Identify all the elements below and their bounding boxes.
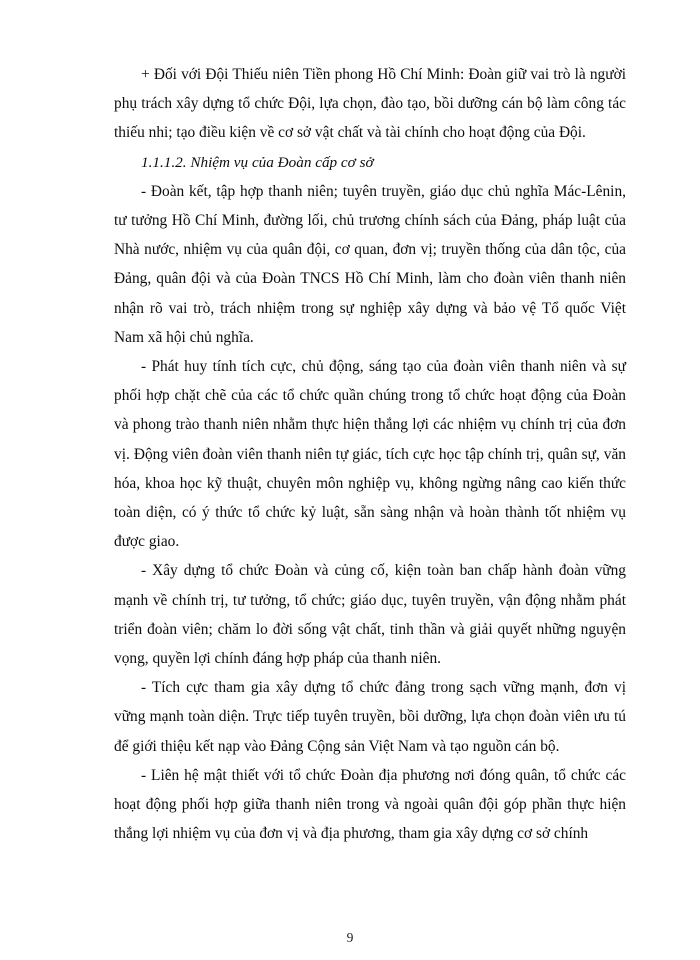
paragraph-doan-ket-tap-hop-thanh-nien: - Đoàn kết, tập hợp thanh niên; tuyên truyền, giáo dục chủ nghĩa Mác-Lênin, tư tưởng Hồ Chí Minh, đường lối, chủ trương chính sách của Đảng, pháp luật của Nhà nước, nhiệm vụ của quân đội, cơ quan, đơn vị; truyền thống của dân tộc, của Đảng, quân đội và của Đoàn TNCS Hồ Chí Minh, làm cho đoàn viên thanh niên nhận rõ vai trò, trách nhiệm trong sự nghiệp xây dựng và bảo vệ Tổ quốc Việt Nam xã hội chủ nghĩa. <box>114 182 626 346</box>
paragraph-phat-huy-tinh-tich-cuc: - Phát huy tính tích cực, chủ động, sáng tạo của đoàn viên thanh niên và sự phối hợp chặt chẽ của các tổ chức quần chúng trong tổ chức hoạt động của Đoàn và phong trào thanh niên nhằm thực hiện thắng lợi các nhiệm vụ chính trị của đơn vị. Động viên đoàn viên thanh niên tự giác, tích cực học tập chính trị, quân sự, văn hóa, khoa học kỹ thuật, chuyên môn nghiệp vụ, không ngừng nâng cao kiến thức toàn diện, có ý thức tổ chức kỷ luật, sẵn sàng nhận và hoàn thành tốt nhiệm vụ được giao. <box>114 358 626 551</box>
paragraph-xay-dung-to-chuc-doan: - Xây dựng tổ chức Đoàn và củng cố, kiện toàn ban chấp hành đoàn vững mạnh về chính trị, tư tưởng, tổ chức; giáo dục, tuyên truyền, vận động nhằm phát triển đoàn viên; chăm lo đời sống vật chất, tinh thần và giải quyết những nguyện vọng, quyền lợi chính đáng hợp pháp của thanh niên. <box>114 562 626 668</box>
paragraph-lien-he-mat-thiet: - Liên hệ mật thiết với tổ chức Đoàn địa phương nơi đóng quân, tổ chức các hoạt động phối hợp giữa thanh niên trong và ngoài quân đội góp phần thực hiện thắng lợi nhiệm vụ của đơn vị và địa phương, tham gia xây dựng cơ sở chính <box>114 766 626 843</box>
paragraph-tich-cuc-tham-gia-xay-dung: - Tích cực tham gia xây dựng tổ chức đảng trong sạch vững mạnh, đơn vị vững mạnh toàn diện. Trực tiếp tuyên truyền, bồi dưỡng, lựa chọn đoàn viên ưu tú để giới thiệu kết nạp vào Đảng Cộng sản Việt Nam và tạo nguồn cán bộ. <box>114 679 626 755</box>
page-number: 9 <box>346 930 354 945</box>
paragraph-doi-voi-doi-thieu-nien: + Đối với Đội Thiếu niên Tiền phong Hồ Chí Minh: Đoàn giữ vai trò là người phụ trách xây dựng tổ chức Đội, lựa chọn, đào tạo, bồi dưỡng cán bộ làm công tác thiếu nhi; tạo điều kiện về cơ sở vật chất và tài chính cho hoạt động của Đội. <box>114 66 626 142</box>
page-body-text-column <box>114 60 626 848</box>
heading-1-1-1-2: 1.1.1.2. Nhiệm vụ của Đoàn cấp cơ sở <box>141 153 374 171</box>
